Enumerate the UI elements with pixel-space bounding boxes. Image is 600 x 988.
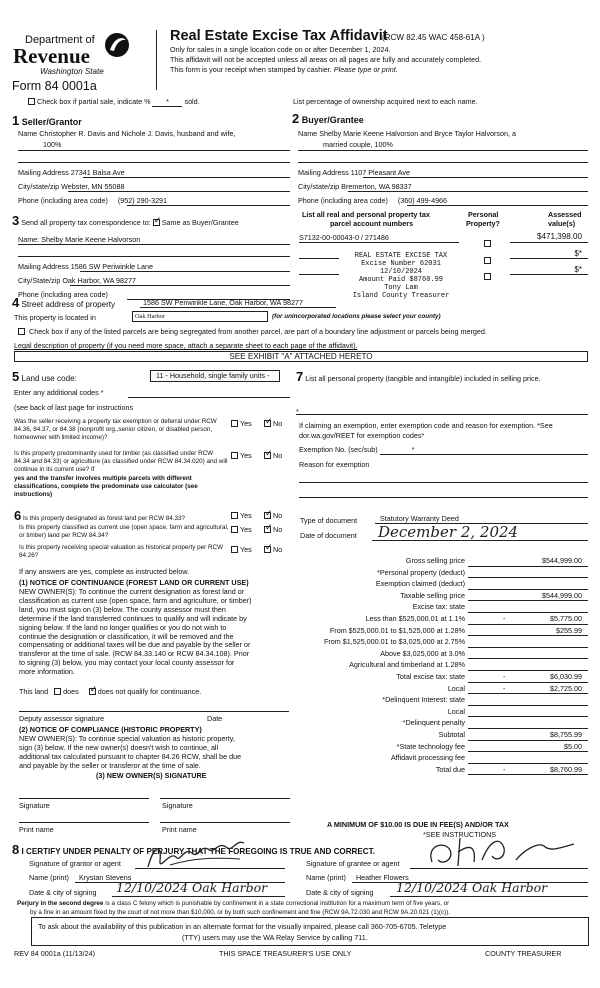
sec5-num: 5 — [12, 369, 20, 384]
grantee-signature[interactable] — [420, 832, 580, 872]
rev-number: REV 84 0001a (11/13/24) — [14, 949, 95, 958]
tax-row-line — [468, 705, 588, 706]
additional-codes-label: Enter any additional codes — [14, 388, 99, 397]
tax-row-label: Total excise tax: state — [396, 672, 465, 681]
corr-city[interactable]: Oak Harbor, WA 98277 — [62, 276, 136, 285]
tax-row-label: From $1,525,000.01 to $3,025,000 at 2.75% — [323, 637, 465, 647]
tax-row-value[interactable]: $544,999.00 — [542, 556, 582, 565]
tax-row-line — [468, 670, 588, 671]
notice1-line: signing below. If the land no longer qualifies or you do not wish to — [19, 622, 227, 632]
no-label: No — [273, 545, 283, 554]
notice2-line: NEW OWNER(S): To continue special valuation as historic property, — [19, 734, 235, 743]
sec2-num: 2 — [292, 111, 300, 126]
county-treasurer: COUNTY TREASURER — [485, 949, 562, 958]
tax-row-label: Above $3,025,000 at 3.0% — [380, 648, 465, 658]
tax-row-value[interactable]: $8,760.99 — [550, 764, 582, 774]
segregated-label: Check box if any of the listed parcels are being segregated from another parcel, are part of a boundary line adjustment or parcels being merged. — [29, 327, 487, 336]
corr-label: Send all property tax correspondence to: — [21, 218, 151, 227]
buyer-mailing-label: Mailing Address — [298, 168, 349, 177]
tax-row-value[interactable]: $5.00 — [564, 741, 582, 751]
same-as-buyer-label: Same as Buyer/Grantee — [161, 218, 239, 227]
does-label: does — [63, 687, 79, 696]
treasurer-use: THIS SPACE TREASURER'S USE ONLY — [219, 949, 352, 958]
tax-row-label: Gross selling price — [405, 556, 465, 565]
tax-row-line — [468, 566, 588, 567]
this-land-label: This land — [19, 687, 49, 696]
q-timber-no[interactable] — [264, 452, 271, 459]
notice1-line: more information. — [19, 667, 75, 677]
exempt-no-field[interactable]: * — [411, 445, 415, 454]
tax-row-line — [468, 693, 588, 694]
grantee-date[interactable]: 12/10/2024 Oak Harbor — [396, 880, 548, 895]
does-not-checkbox[interactable] — [89, 688, 96, 695]
form-number: Form 84 0001a — [12, 79, 97, 93]
corr-phone-label: Phone (including area code) — [18, 290, 108, 299]
street-address[interactable]: 1586 SW Periwinkle Lane, Oak Harbor, WA 98277 — [143, 298, 303, 307]
does-checkbox[interactable] — [54, 688, 61, 695]
notice1-line: classification as current use (open space, farm and agriculture, or timber) — [19, 595, 252, 605]
stamp-line-1: REAL ESTATE EXCISE TAX — [354, 252, 448, 260]
same-as-buyer-checkbox[interactable] — [153, 219, 160, 226]
tax-row-label: Total due — [435, 764, 465, 774]
additional-codes-field[interactable]: * — [100, 388, 104, 397]
tax-row-mark: - — [503, 672, 506, 681]
tax-row-value[interactable]: $8,755.99 — [550, 730, 582, 739]
tax-row-line — [468, 600, 588, 601]
q-historic-no[interactable] — [264, 546, 271, 553]
notice2-body — [19, 735, 241, 771]
assessed-header-1: Assessed — [548, 210, 582, 219]
partial-sale-checkbox[interactable] — [28, 98, 35, 105]
assessed-value-1[interactable]: $471,398.00 — [536, 232, 582, 241]
header-line-1: Only for sales in a single location code on or after December 1, 2024. — [170, 45, 391, 54]
q-current-use: Is this property classified as current use (open space, farm and agricultural, or timber) land per RCW 84.34? — [19, 524, 229, 539]
tax-row-label: Agricultural and timberland at 1.28% — [349, 660, 465, 670]
yes-label: Yes — [240, 451, 252, 460]
seller-city-label: City/state/zip — [18, 182, 60, 191]
tax-row-line — [468, 740, 588, 741]
located-select[interactable]: Oak Harbor — [132, 311, 268, 322]
personal-header-2: Property? — [466, 219, 500, 228]
tax-row-label: *State technology fee — [396, 741, 465, 751]
logo-swoosh-icon — [104, 30, 130, 60]
assessed-header-2: value(s) — [548, 219, 576, 228]
notice1-line: NEW OWNER(S): To continue the current designation as forest land or — [19, 587, 245, 596]
personal-prop-label: List all personal property (tangible and intangible) included in selling price. — [305, 374, 541, 383]
notice1-line: continue the designation or classification, it will be removed and the — [19, 631, 234, 641]
see-last-page: (see back of last page for instructions — [14, 403, 134, 412]
buyer-phone[interactable]: (360) 499-4966 — [397, 196, 448, 205]
no-label: No — [273, 525, 283, 534]
tax-row-line — [468, 647, 588, 648]
grantor-signature[interactable] — [140, 837, 250, 875]
buyer-city[interactable]: Bremerton, WA 98337 — [341, 182, 412, 191]
accessibility-line-1: To ask about the availability of this publication in an alternate format for the visually impaired, please call 360-705-6705. Teletype — [38, 922, 447, 931]
personal-prop-checkbox-3[interactable] — [484, 273, 491, 280]
seller-mailing[interactable]: 27341 Balsa Ave — [70, 168, 125, 177]
notice1-title: (1) NOTICE OF CONTINUANCE (FOREST LAND OR CURRENT USE) — [19, 578, 249, 587]
tax-row-label: Affidavit processing fee — [390, 753, 465, 763]
reason-label: Reason for exemption — [299, 460, 370, 469]
notice1-line: compensating or additional taxes will be due and payable by the seller or — [19, 640, 251, 650]
logo-revenue: Revenue — [13, 44, 90, 68]
q-timber-yes[interactable] — [231, 452, 238, 459]
assessed-value-2[interactable]: $* — [574, 249, 582, 258]
tax-row-label: Local — [447, 683, 465, 693]
tax-row-line — [468, 751, 588, 752]
legal-description[interactable]: SEE EXHIBIT "A" ATTACHED HERETO — [14, 351, 588, 362]
doc-type-label: Type of document — [300, 516, 358, 525]
yes-label: Yes — [240, 419, 252, 428]
sec2-title: Buyer/Grantee — [301, 115, 364, 125]
tax-row-line — [468, 763, 588, 764]
deputy-sig-label: Deputy assessor signature — [19, 714, 105, 723]
tax-row-label: Excise tax: state — [412, 602, 465, 612]
logo-dept: Department of — [25, 34, 95, 46]
perjury-bold: Perjury in the second degree — [17, 900, 104, 907]
if-yes-note: If any answers are yes, complete as instructed below. — [19, 567, 190, 576]
tax-row-line — [468, 682, 588, 683]
certify-text: I CERTIFY UNDER PENALTY OF PERJURY THAT THE FOREGOING IS TRUE AND CORRECT. — [21, 847, 375, 856]
seller-mailing-label: Mailing Address — [18, 168, 69, 177]
seller-city[interactable]: Webster, MN 55088 — [61, 182, 125, 191]
personal-prop-checkbox-1[interactable] — [484, 240, 491, 247]
corr-mailing[interactable]: 1586 SW Periwinkle Lane — [70, 262, 154, 271]
partial-pct-field[interactable]: * — [152, 97, 182, 107]
sec8-num: 8 — [12, 842, 20, 857]
q-forest-yes[interactable] — [231, 512, 238, 519]
tax-row-label: Local — [447, 706, 465, 716]
yes-label: Yes — [240, 511, 252, 520]
seller-name[interactable]: Christopher R. Davis and Nichole J. Davis, husband and wife, — [39, 129, 236, 138]
stamp-line-5: Tony Lam — [384, 284, 418, 292]
does-not-label: does not qualify for continuance. — [97, 687, 202, 696]
buyer-name-2: married couple, 100% — [323, 140, 393, 149]
exempt-text: If claiming an exemption, enter exemption code and reason for exemption. *See dor.wa.gov/REET for exemption codes* — [299, 421, 553, 440]
tax-row-line — [468, 774, 588, 775]
header-line-2: This affidavit will not be accepted unless all areas on all pages are fully and accurately completed. — [170, 55, 482, 64]
tax-row-value[interactable]: $2,725.00 — [550, 683, 582, 693]
q-exemption-yes[interactable] — [231, 420, 238, 427]
personal-prop-checkbox-2[interactable] — [484, 257, 491, 264]
q-forest: Is this property designated as forest land per RCW 84.33? — [22, 515, 186, 522]
tax-row-label: Subtotal — [438, 730, 465, 739]
segregated-checkbox[interactable] — [18, 328, 25, 335]
tax-row-line — [468, 716, 588, 717]
owner-print-label-1: Print name — [19, 825, 54, 834]
no-label: No — [273, 451, 283, 460]
seller-phone[interactable]: (952) 290-3291 — [117, 196, 168, 205]
sec1-title: Seller/Grantor — [21, 117, 82, 127]
minimum-due: A MINIMUM OF $10.00 IS DUE IN FEE(S) AND/OR TAX — [327, 820, 509, 829]
buyer-mailing[interactable]: 1107 Pleasant Ave — [350, 168, 411, 177]
buyer-name-label: Name — [298, 129, 318, 138]
personal-header-1: Personal — [468, 210, 499, 219]
q-timber-note: yes and the transfer involves multiple parcels with different classifications, complete the predominate use calculator (see instructions) — [14, 475, 198, 499]
yes-label: Yes — [240, 545, 252, 554]
form-title: Real Estate Excise Tax Affidavit — [170, 28, 388, 44]
notice1-line: to signing (3) below, you may contact your local county assessor for — [19, 658, 235, 668]
sec3-num: 3 — [12, 213, 20, 228]
tax-row-line — [468, 728, 588, 729]
q-historic: Is this property receiving special valuation as historical property per RCW 84.26? — [19, 544, 224, 559]
tax-row-line — [468, 589, 588, 590]
tax-row-label: *Personal property (deduct) — [377, 567, 465, 577]
see-instructions: *SEE INSTRUCTIONS — [423, 830, 497, 839]
landuse-label: Land use code: — [21, 374, 77, 383]
sec4-num: 4 — [12, 295, 20, 310]
no-label: No — [273, 511, 283, 520]
grantor-date[interactable]: 12/10/2024 Oak Harbor — [116, 880, 268, 895]
logo-state: Washington State — [40, 67, 104, 76]
landuse-value: 11 - Household, single family units — [156, 371, 265, 380]
tax-row-line — [468, 577, 588, 578]
q-forest-no[interactable] — [264, 512, 271, 519]
form-rcw: (RCW 82.45 WAC 458-61A ) — [382, 33, 485, 42]
tax-row-line — [468, 624, 588, 625]
buyer-name[interactable]: Shelby Marie Keene Halvorson and Bryce Taylor Halvorson, a — [319, 129, 517, 138]
tax-row-value[interactable]: $255.99 — [556, 625, 582, 635]
stamp-line-4: Amount Paid $8760.99 — [358, 276, 443, 284]
notice1-line: determine if the land transferred continues to qualify and will indicate by — [19, 613, 247, 623]
tax-row-label: From $525,000.01 to $1,525,000 at 1.28% — [329, 625, 465, 635]
tax-row-mark: - — [503, 764, 506, 774]
tax-row-line — [468, 635, 588, 636]
notice1-body — [19, 588, 252, 677]
accessibility-line-2: (TTY) users may use the WA Relay Service by calling 711. — [182, 933, 368, 942]
no-label: No — [273, 419, 283, 428]
stamp-line-2: Excise Number 62031 — [361, 260, 441, 268]
chevron-down-icon: - — [266, 371, 270, 380]
located-label: This property is located in — [14, 313, 96, 322]
tax-row-value[interactable]: $5,775.00 — [550, 614, 582, 623]
seller-name-label: Name — [18, 129, 38, 138]
grantee-date-label: Date & city of signing — [306, 888, 374, 897]
corr-name[interactable]: Shelby Marie Keene Halvorson — [41, 235, 141, 244]
notice3-title: (3) NEW OWNER(S) SIGNATURE — [96, 771, 207, 780]
owner-sig-label-2: Signature — [162, 801, 193, 810]
tax-row-label: Exemption claimed (deduct) — [375, 579, 465, 589]
tax-row-label: *Delinquent Interest: state — [382, 695, 465, 705]
grantor-date-label: Date & city of signing — [29, 888, 97, 897]
notice2-line: additional tax calculated pursuant to chapter 84.26 RCW, shall be due — [19, 751, 242, 761]
notice1-line: transferor at the time of sale. (RCW 84.33.140 or RCW 84.34.108). Prior — [19, 649, 250, 659]
grantee-name[interactable]: Heather Flowers — [355, 873, 409, 882]
q-exemption: Was the seller receiving a property tax exemption or deferral under RCW 84.36, 84.37, or 84.38 (nonprofit org.,senior citizen, or disabled person, homeowner with limited income)? — [14, 418, 217, 442]
q-exemption-no[interactable] — [264, 420, 271, 427]
parcel-number[interactable]: S7132-00-00043-0 / 271486 — [299, 233, 389, 242]
notice1-line: land, you must sign on (3) below. The county assessor must then — [19, 604, 226, 614]
tax-row-label: Taxable selling price — [400, 590, 465, 600]
personal-prop-field[interactable]: * — [296, 407, 299, 416]
tax-row-value[interactable]: $544,999.00 — [542, 590, 582, 600]
corr-city-label: City/State/zip — [18, 276, 61, 285]
sec7-num: 7 — [296, 369, 304, 384]
tax-row-label: Less than $525,000.01 at 1.1% — [365, 614, 465, 623]
landuse-select[interactable] — [150, 370, 280, 382]
parcel-header-1: List all real and personal property tax — [302, 210, 430, 219]
q-timber: Is this property predominantly used for timber (as classified under RCW 84.34 and 84.33) or agriculture (as classified under RCW 84.34.020) and will continue in its current use? If — [14, 450, 228, 474]
buyer-city-label: City/state/zip — [298, 182, 340, 191]
stamp-line-6: Island County Treasurer — [352, 292, 450, 300]
grantee-sig-label: Signature of grantee or agent — [306, 859, 400, 868]
street-label: Street address of property — [21, 300, 116, 309]
parcel-header-2: parcel account numbers — [330, 219, 414, 228]
grantor-name-label: Name (print) — [29, 873, 69, 882]
tax-row-value[interactable]: $6,030.99 — [550, 672, 582, 681]
buyer-phone-label: Phone (including area code) — [298, 196, 388, 205]
deputy-date-label: Date — [207, 714, 223, 723]
treasurer-stamp — [337, 252, 465, 300]
accessibility-box — [31, 917, 589, 946]
grantee-name-label: Name (print) — [306, 873, 346, 882]
legal-label: Legal description of property (if you need more space, attach a separate sheet to each page of the affidavit). — [14, 341, 358, 350]
sec6-num: 6 — [14, 508, 22, 523]
seller-phone-label: Phone (including area code) — [18, 196, 108, 205]
perjury-text-2: by a fine in an amount fixed by the court of not more than $10,000, or by both such confinement and fine (RCW 9A.72.030 and RCW 9A.20.021 (1)(c)). — [30, 909, 451, 916]
notice2-title: (2) NOTICE OF COMPLIANCE (HISTORIC PROPERTY) — [19, 725, 202, 734]
exempt-no-label: Exemption No. (sec/sub) — [299, 445, 378, 454]
q-current-use-yes[interactable] — [231, 526, 238, 533]
located-note: (for unincorporated locations please select your county) — [272, 313, 441, 320]
owner-sig-label-1: Signature — [19, 801, 50, 810]
q-historic-yes[interactable] — [231, 546, 238, 553]
tax-row-line — [468, 658, 588, 659]
corr-mailing-label: Mailing Address — [18, 262, 69, 271]
header-line-3-note: Please type or print. — [333, 65, 398, 74]
notice2-line: and payable by the seller or transferor at the time of sale. — [19, 760, 201, 770]
tax-row-line — [468, 612, 588, 613]
notice2-line: sign (3) below. If the new owner(s) doesn't wish to continue, all — [19, 742, 219, 752]
grantor-sig-label: Signature of grantor or agent — [29, 859, 121, 868]
perjury-text: is a class C felony which is punishable by confinement in a state correctional institution for a maximum term of five years, or — [105, 900, 450, 907]
header-line-3: This form is your receipt when stamped by cashier. — [170, 65, 332, 74]
tax-row-mark: - — [503, 683, 506, 693]
doc-date[interactable]: December 2, 2024 — [378, 523, 519, 541]
corr-name-label: Name: — [18, 235, 40, 244]
sec1-num: 1 — [12, 113, 20, 128]
doc-type[interactable]: Statutory Warranty Deed — [380, 514, 459, 523]
owner-print-label-2: Print name — [162, 825, 197, 834]
seller-name-pct: 100% — [43, 140, 62, 149]
q-current-use-no[interactable] — [264, 526, 271, 533]
partial-sold-label: sold. — [184, 97, 200, 106]
grantor-name[interactable]: Krystan Stevens — [78, 873, 132, 882]
partial-sale-label: Check box if partial sale, indicate % — [37, 97, 151, 106]
list-pct-note: List percentage of ownership acquired next to each name. — [293, 97, 478, 106]
assessed-value-3[interactable]: $* — [574, 265, 582, 274]
tax-row-mark: - — [503, 614, 506, 623]
yes-label: Yes — [240, 525, 252, 534]
doc-date-label: Date of document — [300, 531, 357, 540]
stamp-line-3: 12/10/2024 — [379, 268, 422, 276]
tax-row-label: *Delinquent penalty — [402, 718, 465, 728]
